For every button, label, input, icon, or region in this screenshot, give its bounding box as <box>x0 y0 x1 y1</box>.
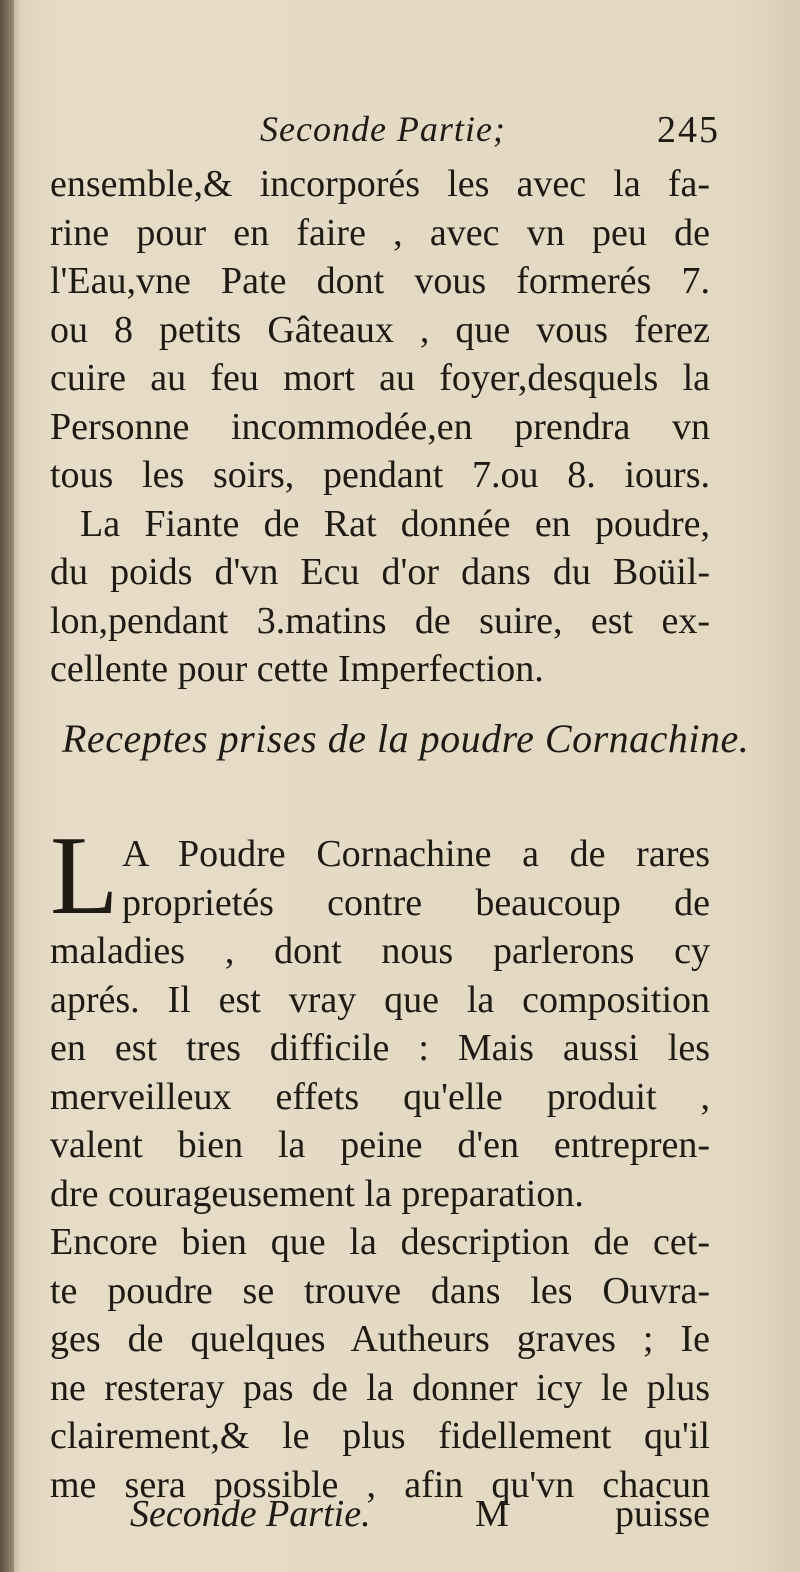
text-line: ensemble,& incorporés les avec la fa- <box>50 163 710 205</box>
text-line: clairement,& le plus fidellement qu'il <box>50 1415 710 1457</box>
body-text-bottom <box>50 830 710 1509</box>
text-line: proprietés contre beaucoup de <box>122 881 710 924</box>
catchword: puisse <box>615 1493 710 1535</box>
text-line: merveilleux effets qu'elle produit , <box>50 1075 710 1118</box>
text-line: l'Eau,vne Pate dont vous formerés 7. <box>50 260 710 302</box>
page-number: 245 <box>657 109 720 151</box>
text-line: cuire au feu mort au foyer,desquels la <box>50 357 710 399</box>
text-line: en est tres difficile : Mais aussi les <box>50 1027 710 1069</box>
text-line: du poids d'vn Ecu d'or dans du Boüil- <box>50 551 710 593</box>
text-line: ges de quelques Autheurs graves ; Ie <box>50 1318 710 1360</box>
text-line: La Fiante de Rat donnée en poudre, <box>80 502 710 545</box>
text-line: cellente pour cette Imperfection. <box>50 648 544 690</box>
text-line: aprés. Il est vray que la composition <box>50 978 710 1021</box>
text-line: dre courageusement la preparation. <box>50 1172 584 1215</box>
text-line: tous les soirs, pendant 7.ou 8. iours. <box>50 454 710 496</box>
drop-cap: L <box>50 814 119 938</box>
text-line: ou 8 petits Gâteaux , que vous ferez <box>50 308 710 351</box>
text-line: ne resteray pas de la donner icy le plus <box>50 1366 710 1409</box>
text-line: maladies , dont nous parlerons cy <box>50 930 710 972</box>
running-head <box>60 108 720 158</box>
text-line: Encore bien que la description de cet- <box>50 1221 710 1263</box>
binding-gutter <box>0 0 14 1572</box>
text-line: te poudre se trouve dans les Ouvra- <box>50 1269 710 1312</box>
text-line: rine pour en faire , avec vn peu de <box>50 211 710 254</box>
footer-title: Seconde Partie. <box>130 1493 371 1535</box>
text-line: me sera possible , afin qu'vn chacun <box>50 1463 710 1506</box>
text-line: valent bien la peine d'en entrepren- <box>50 1124 710 1166</box>
body-text-top <box>50 160 710 694</box>
section-heading: Receptes prises de la poudre Cornachine. <box>62 716 750 761</box>
running-head-title: Seconde Partie; <box>260 109 506 149</box>
text-line: A Poudre Cornachine a de rares <box>122 833 710 875</box>
text-line: lon,pendant 3.matins de suire, est ex- <box>50 599 710 642</box>
page-footer <box>130 1492 710 1542</box>
signature-mark: M <box>475 1493 509 1535</box>
text-line: Personne incommodée,en prendra vn <box>50 405 710 448</box>
